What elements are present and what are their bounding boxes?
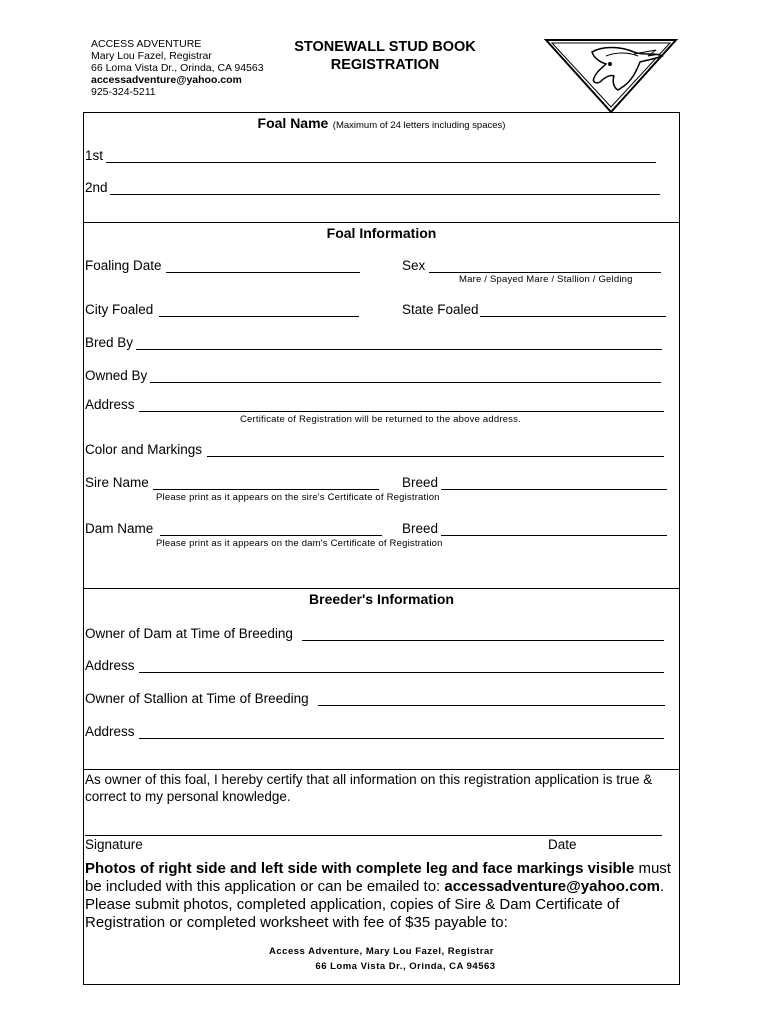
header-contact: [91, 38, 264, 98]
registrar-name: Mary Lou Fazel, Registrar: [91, 50, 212, 62]
sex-label: Sex: [402, 258, 426, 273]
sire-breed-label: Breed: [402, 475, 439, 490]
submission-instructions: Please submit photos, completed application, copies of Sire & Dam Certificate of Registration or completed worksheet with fee of $35 payable to:: [85, 896, 620, 931]
foal-information-title: Foal Information: [326, 225, 437, 241]
second-name-label: 2nd: [85, 180, 108, 195]
owner-address-label: Address: [85, 397, 135, 412]
first-name-label: 1st: [85, 148, 104, 163]
sex-options-note: Mare / Spayed Mare / Stallion / Gelding: [459, 274, 633, 285]
signature-label: Signature: [85, 837, 143, 852]
second-name-input[interactable]: [110, 194, 660, 195]
owned-by-label: Owned By: [85, 368, 148, 383]
payment-address: [83, 944, 680, 974]
owner-of-stallion-label: Owner of Stallion at Time of Breeding: [85, 691, 309, 706]
owner-of-stallion-input[interactable]: [318, 705, 665, 706]
foaling-date-input[interactable]: [166, 272, 360, 273]
address-note: Certificate of Registration will be returned to the above address.: [240, 414, 521, 425]
foal-name-heading: Foal Name (Maximum of 24 letters including spaces): [257, 115, 506, 131]
sire-note: Please print as it appears on the sire's Certificate of Registration: [156, 492, 440, 503]
city-foaled-input[interactable]: [159, 316, 359, 317]
breeders-information-title: Breeder's Information: [309, 591, 454, 607]
page-title: STONEWALL STUD BOOK REGISTRATION: [294, 39, 476, 73]
state-foaled-label: State Foaled: [402, 302, 479, 317]
state-foaled-input[interactable]: [480, 316, 666, 317]
dam-note: Please print as it appears on the dam's Certificate of Registration: [156, 538, 443, 549]
city-foaled-label: City Foaled: [85, 302, 154, 317]
stallion-owner-address-input[interactable]: [139, 738, 664, 739]
stallion-owner-address-label: Address: [85, 724, 135, 739]
org-address: 66 Loma Vista Dr., Orinda, CA 94563: [91, 62, 264, 74]
sire-name-input[interactable]: [153, 489, 379, 490]
sire-name-label: Sire Name: [85, 475, 149, 490]
horse-head-triangle-icon: [544, 38, 678, 114]
color-markings-label: Color and Markings: [85, 442, 203, 457]
breeders-information-section: [83, 588, 680, 770]
org-email: accessadventure@yahoo.com: [91, 74, 242, 86]
owner-of-dam-input[interactable]: [302, 640, 664, 641]
photos-continuation: must be included with this application or can be emailed to:: [85, 860, 671, 895]
sire-breed-input[interactable]: [441, 489, 667, 490]
dam-owner-address-input[interactable]: [139, 672, 664, 673]
org-phone: 925-324-5211: [91, 86, 156, 98]
certification-text: As owner of this foal, I hereby certify that all information on this registration application is true & correct to my personal knowledge.: [85, 772, 653, 804]
org-name: ACCESS ADVENTURE: [91, 38, 202, 50]
payment-payee: Access Adventure, Mary Lou Fazel, Registrar: [269, 946, 494, 957]
date-label: Date: [548, 837, 577, 852]
bred-by-input[interactable]: [136, 349, 662, 350]
payment-street: 66 Loma Vista Dr., Orinda, CA 94563: [315, 961, 496, 972]
owned-by-input[interactable]: [150, 382, 661, 383]
first-name-input[interactable]: [106, 162, 656, 163]
dam-name-input[interactable]: [160, 535, 382, 536]
foaling-date-label: Foaling Date: [85, 258, 162, 273]
color-markings-input[interactable]: [207, 456, 664, 457]
owner-address-input[interactable]: [139, 411, 664, 412]
dam-name-label: Dam Name: [85, 521, 154, 536]
photos-requirement: Photos of right side and left side with complete leg and face markings visible: [85, 860, 635, 877]
dam-breed-label: Breed: [402, 521, 439, 536]
dam-owner-address-label: Address: [85, 658, 135, 673]
photos-email: accessadventure@yahoo.com: [444, 878, 660, 895]
photos-instructions: Photos of right side and left side with complete leg and face markings visible must be included with this application or can be emailed to: accessadventure@yahoo.com.: [85, 860, 671, 895]
bred-by-label: Bred By: [85, 335, 134, 350]
sex-input[interactable]: [429, 272, 661, 273]
owner-of-dam-label: Owner of Dam at Time of Breeding: [85, 626, 293, 641]
dam-breed-input[interactable]: [441, 535, 667, 536]
signature-input[interactable]: [85, 835, 662, 836]
